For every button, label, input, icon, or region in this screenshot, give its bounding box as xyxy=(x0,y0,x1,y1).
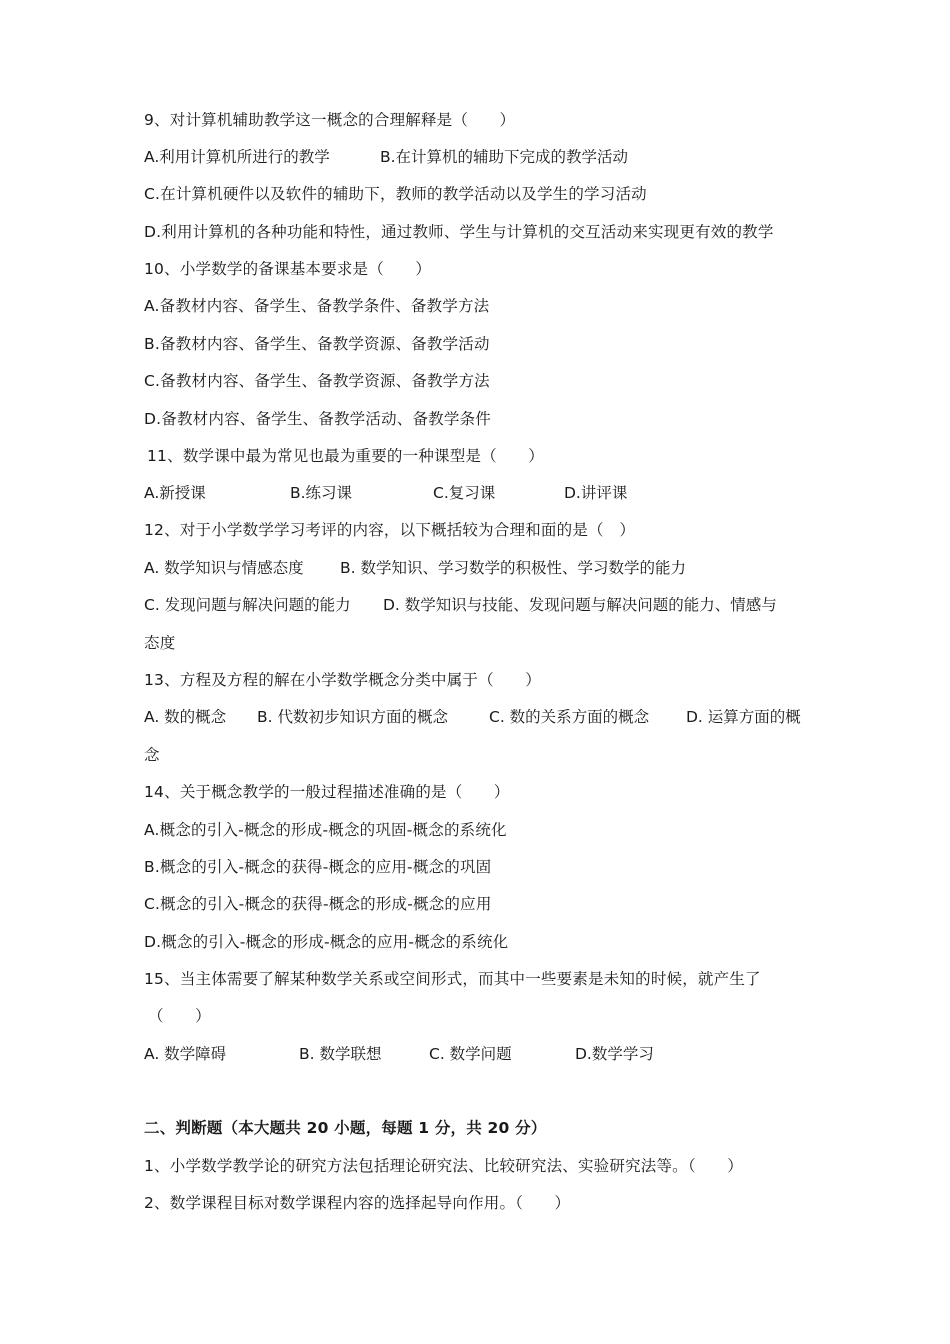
q11-option-a: A.新授课 xyxy=(144,484,206,502)
q13-option-d: D. 运算方面的概 xyxy=(686,708,801,726)
q9-option-a: A.利用计算机所进行的教学 xyxy=(144,148,330,166)
q15-option-b: B. 数学联想 xyxy=(299,1045,382,1063)
q12-option-d: D. 数学知识与技能、发现问题与解决问题的能力、情感与 xyxy=(383,596,777,614)
q11-stem: 11、数学课中最为常见也最为重要的一种课型是（ ） xyxy=(147,447,544,465)
q14-option-c: C.概念的引入-概念的获得-概念的形成-概念的应用 xyxy=(144,895,492,913)
q10-option-a: A.备教材内容、备学生、备教学条件、备教学方法 xyxy=(144,297,490,315)
q15-options xyxy=(144,1044,824,1064)
q12-option-c: C. 发现问题与解决问题的能力 xyxy=(144,596,351,614)
q9-stem: 9、对计算机辅助教学这一概念的合理解释是（ ） xyxy=(144,111,516,129)
q15-option-c: C. 数学问题 xyxy=(429,1045,512,1063)
q15-stem: 15、当主体需要了解某种数学关系或空间形式，而其中一些要素是未知的时候，就产生了 xyxy=(144,970,761,988)
q9-option-c: C.在计算机硬件以及软件的辅助下，教师的教学活动以及学生的学习活动 xyxy=(144,185,647,203)
q10-option-b: B.备教材内容、备学生、备教学资源、备教学活动 xyxy=(144,335,490,353)
q12-option-b: B. 数学知识、学习数学的积极性、学习数学的能力 xyxy=(340,559,686,577)
q12-options-row2 xyxy=(144,595,824,615)
q13-option-b: B. 代数初步知识方面的概念 xyxy=(257,708,448,726)
q12-options-row1 xyxy=(144,558,824,578)
q13-option-c: C. 数的关系方面的概念 xyxy=(489,708,650,726)
q13-stem: 13、方程及方程的解在小学数学概念分类中属于（ ） xyxy=(144,671,541,689)
q10-stem: 10、小学数学的备课基本要求是（ ） xyxy=(144,260,432,278)
q14-option-a: A.概念的引入-概念的形成-概念的巩固-概念的系统化 xyxy=(144,821,507,839)
q13-option-d-continued: 念 xyxy=(144,746,160,764)
section2-item-1: 1、小学数学教学论的研究方法包括理论研究法、比较研究法、实验研究法等。（ ） xyxy=(144,1157,743,1175)
q14-option-d: D.概念的引入-概念的形成-概念的应用-概念的系统化 xyxy=(144,933,509,951)
q14-option-b: B.概念的引入-概念的获得-概念的应用-概念的巩固 xyxy=(144,858,492,876)
q9-options-row1 xyxy=(144,147,824,167)
q14-stem: 14、关于概念教学的一般过程描述准确的是（ ） xyxy=(144,783,510,801)
q11-option-d: D.讲评课 xyxy=(564,484,628,502)
q9-option-b: B.在计算机的辅助下完成的教学活动 xyxy=(380,148,629,166)
q12-option-d-continued: 态度 xyxy=(144,634,176,652)
q13-options xyxy=(144,707,824,727)
q10-option-d: D.备教材内容、备学生、备教学活动、备教学条件 xyxy=(144,410,491,428)
q12-option-a: A. 数学知识与情感态度 xyxy=(144,559,304,577)
q9-option-d: D.利用计算机的各种功能和特性，通过教师、学生与计算机的交互活动来实现更有效的教学 xyxy=(144,223,774,241)
q15-option-d: D.数学学习 xyxy=(575,1045,654,1063)
section2-item-2: 2、数学课程目标对数学课程内容的选择起导向作用。（ ） xyxy=(144,1194,571,1212)
q10-option-c: C.备教材内容、备学生、备教学资源、备教学方法 xyxy=(144,372,490,390)
q12-stem: 12、对于小学数学学习考评的内容，以下概括较为合理和面的是（ ） xyxy=(144,521,636,539)
q11-options xyxy=(144,483,824,503)
q15-stem-continued: （ ） xyxy=(148,1007,211,1025)
q13-option-a: A. 数的概念 xyxy=(144,708,227,726)
q15-option-a: A. 数学障碍 xyxy=(144,1045,227,1063)
section2-heading: 二、判断题（本大题共 20 小题，每题 1 分，共 20 分） xyxy=(144,1119,547,1137)
q11-option-b: B.练习课 xyxy=(290,484,353,502)
q11-option-c: C.复习课 xyxy=(433,484,496,502)
